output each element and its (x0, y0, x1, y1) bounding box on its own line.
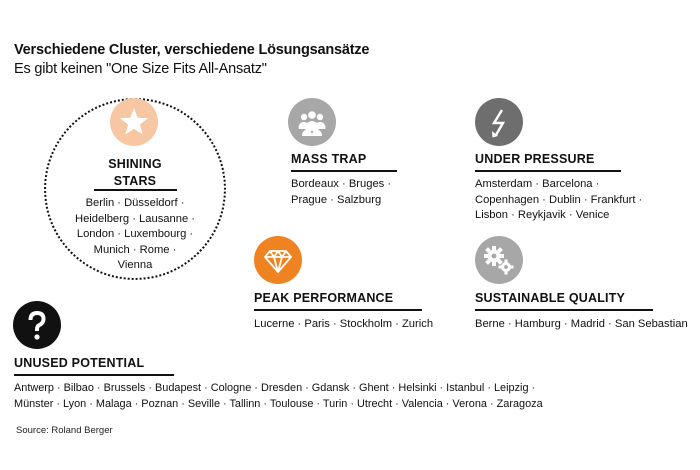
mass-trap-rule (291, 170, 397, 172)
city-line: Vienna (117, 259, 153, 271)
gears-icon (475, 236, 523, 284)
mass-trap-cities (291, 177, 391, 208)
shining-stars-rule (94, 189, 177, 191)
city-line: Berne · Hamburg · Madrid · San Sebastian (475, 318, 688, 330)
star-icon (110, 98, 158, 146)
city-line: Amsterdam · Barcelona · (475, 178, 600, 190)
source-note: Source: Roland Berger (16, 425, 113, 436)
peak-performance-rule (254, 309, 422, 311)
under-pressure-cities (475, 177, 642, 224)
city-line: Lucerne · Paris · Stockholm · Zurich (254, 318, 434, 330)
unused-potential-cities (14, 381, 543, 412)
unused-potential-rule (14, 374, 174, 376)
crowd-icon (288, 98, 336, 146)
city-line: Lisbon · Reykjavik · Venice (475, 209, 610, 221)
shining-stars-title-line1: SHINING (108, 157, 162, 171)
sustainable-quality-rule (475, 309, 653, 311)
lightning-icon (475, 98, 523, 146)
peak-performance-title: PEAK PERFORMANCE (254, 291, 394, 305)
sustainable-quality-title: SUSTAINABLE QUALITY (475, 291, 626, 305)
city-line: Berlin · Düsseldorf · (85, 197, 185, 209)
under-pressure-rule (475, 170, 621, 172)
shining-stars-title (92, 156, 178, 190)
city-line: Munich · Rome · (93, 243, 177, 256)
city-line: Bordeaux · Bruges · (291, 178, 392, 190)
city-line: Heidelberg · Lausanne · (74, 212, 196, 225)
unused-potential-title: UNUSED POTENTIAL (14, 356, 145, 370)
page-subtitle: Es gibt keinen "One Size Fits All-Ansatz" (14, 61, 267, 77)
mass-trap-title: MASS TRAP (291, 152, 367, 166)
city-line: London · Luxembourg · (76, 228, 194, 240)
city-line: Prague · Salzburg (291, 193, 382, 206)
shining-stars-cities (60, 196, 210, 274)
peak-performance-cities (254, 317, 433, 333)
city-line: Münster · Lyon · Malaga · Poznan · Seville · Tallinn · Toulouse · Turin · Utrecht · Valencia · Verona · Zaragoza (14, 397, 543, 410)
question-icon (13, 301, 61, 349)
city-line: Antwerp · Bilbao · Brussels · Budapest · Cologne · Dresden · Gdansk · Ghent · Helsinki · Istanbul · Leipzig · (14, 382, 536, 394)
sustainable-quality-cities (475, 317, 688, 333)
city-line: Copenhagen · Dublin · Frankfurt · (475, 193, 643, 206)
page-title: Verschiedene Cluster, verschiedene Lösungsansätze (14, 42, 370, 58)
diamond-icon (254, 236, 302, 284)
under-pressure-title: UNDER PRESSURE (475, 152, 595, 166)
shining-stars-title-line2: STARS (113, 174, 157, 188)
